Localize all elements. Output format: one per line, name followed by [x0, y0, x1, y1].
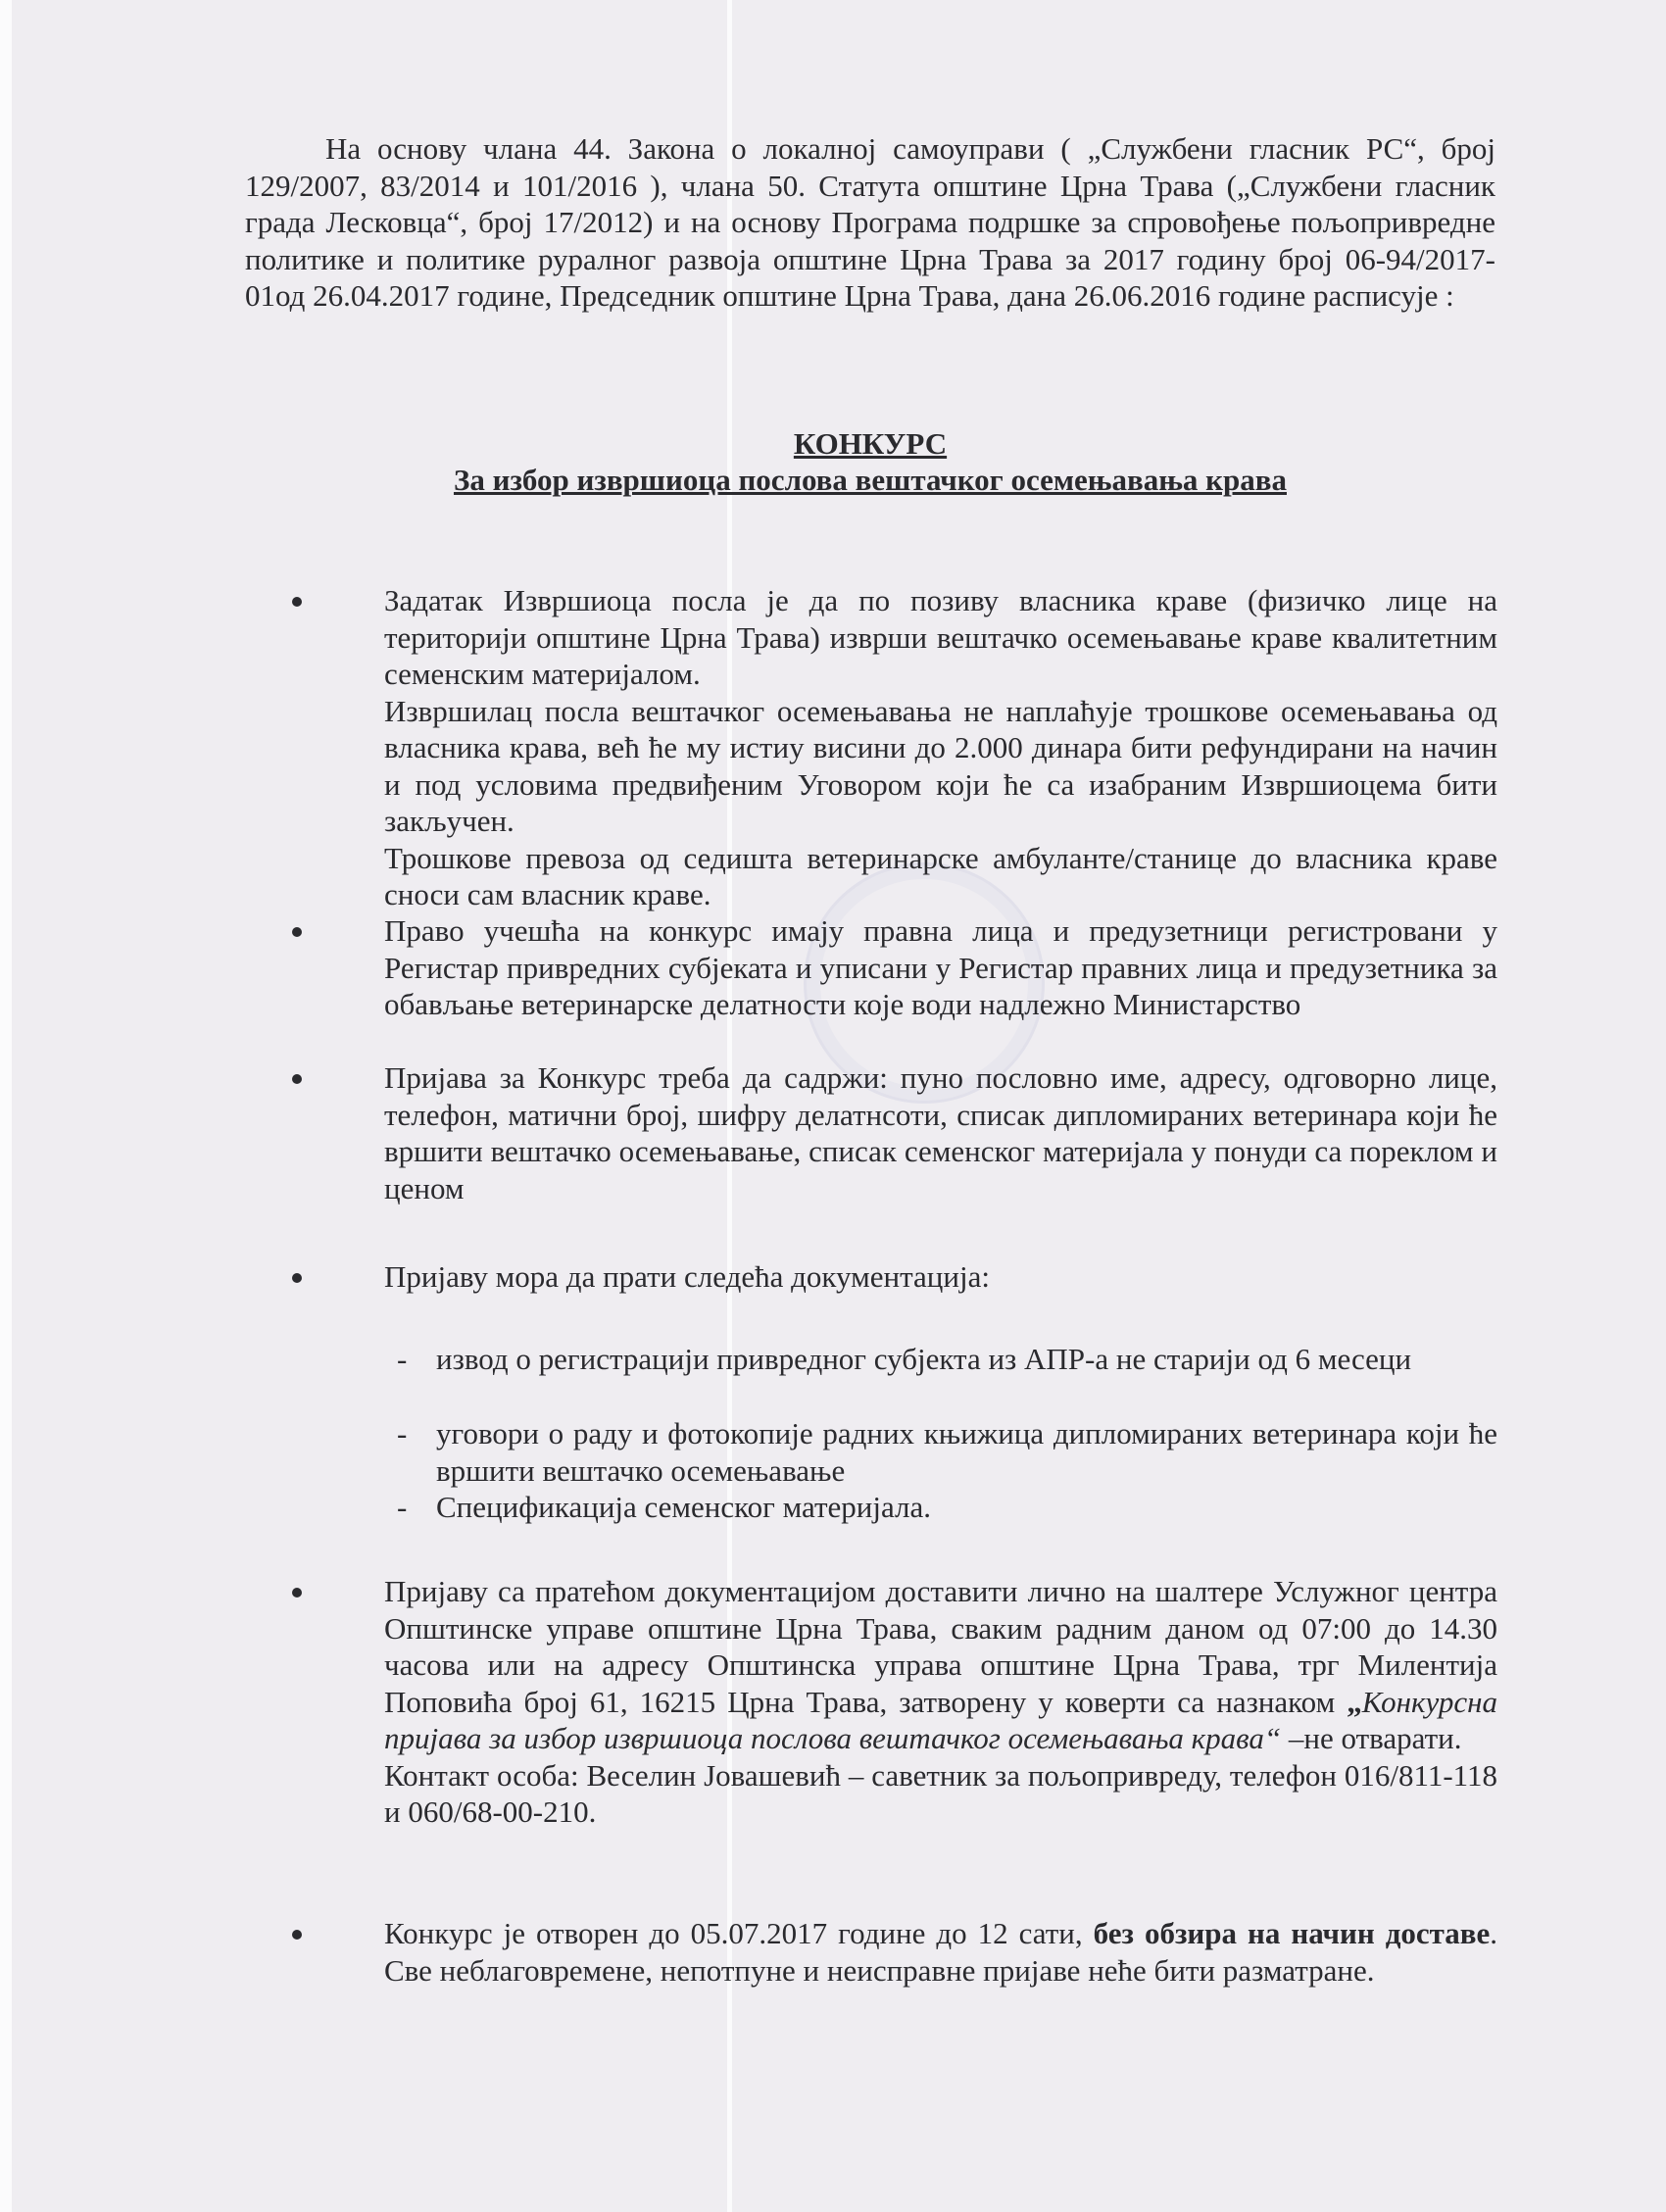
list-item-documentation — [292, 1258, 1497, 1296]
deadline-note: . Све неблаговремене, непотпуне и неисправне пријаве неће бити разматране. — [384, 1916, 1497, 1988]
dash-icon: - — [397, 1342, 408, 1376]
document-item-text: извод о регистрацији привредног субјекта из АПР-а не старији од 6 месеци — [436, 1342, 1412, 1376]
refund-paragraph: Извршилац посла вештачког осемењавања не наплаћује трошкове осемењавања од власника крава, већ ће му истиу висини до 2.000 динара бити рефундирани на начин и под условима предвиђеним Уговором који ће са изабраним Извршиоцема бити закључен. — [384, 693, 1497, 838]
intro-paragraph: На основу члана 44. Закона о локалној самоуправи ( „Службени гласник РС“, број 129/2007, 83/2014 и 101/2016 ), члана 50. Статута општине Црна Трава („Службени гласник града Лесковца“, број 17/2012) и на основу Програма подршке за спровођење пољопривредне политике и политике руралног развоја општине Црна Трава за 2017 годину број 06-94/2017-01од 26.04.2017 године, Председник општине Црна Трава, дана 26.06.2016 године расписује : — [245, 131, 1495, 313]
title-text: КОНКУРС — [793, 426, 948, 461]
bullet-icon — [292, 1074, 302, 1084]
list-item-task — [292, 582, 1497, 913]
contact-paragraph: Контакт особа: Веселин Јовашевић – саветник за пољопривреду, телефон 016/811-118 и 060/68-00-210. — [384, 1757, 1497, 1829]
document-item-text: уговори о раду и фотокопије радних књижица дипломираних ветеринара који ће вршити вештачко осемењавање — [436, 1416, 1497, 1488]
bullet-icon — [292, 1930, 302, 1940]
subtitle-text: За избор извршиоца послова вештачког осемењавања крава — [453, 463, 1287, 497]
do-not-open-text: –не отварати. — [1281, 1721, 1462, 1755]
application-content-paragraph: Пријава за Конкурс треба да садржи: пуно пословно име, адресу, одговорно лице, телефон, матични број, шифру делатнсоти, списак дипломираних ветеринара који ће вршити вештачко осемењавање, списак семенског материјала у понуди са пореклом и ценом — [384, 1060, 1497, 1205]
list-item-deadline — [292, 1915, 1497, 1989]
list-item-application-content — [292, 1059, 1497, 1206]
bullet-icon — [292, 1588, 302, 1598]
task-paragraph: Задатак Извршиоца посла је да по позиву власника краве (физичко лице на територији општине Црна Трава) изврши вештачко осемењавање краве квалитетним семенским материјалом. — [384, 583, 1497, 691]
bullet-icon — [292, 927, 302, 937]
quote-open: „ — [1347, 1684, 1362, 1719]
scan-margin-strip — [0, 0, 12, 2212]
transport-paragraph: Трошкове превоза од седишта ветеринарске амбуланте/станице до власника краве сноси сам власник краве. — [384, 840, 1497, 911]
document-item — [397, 1341, 1497, 1378]
document-item — [397, 1489, 1497, 1526]
document-item-text: Спецификација семенског материјала. — [436, 1490, 931, 1524]
document-title — [245, 426, 1495, 462]
deadline-text: Конкурс је отворен до 05.07.2017 године до 12 сати, — [384, 1916, 1094, 1950]
documentation-heading: Пријаву мора да прати следећа документација: — [384, 1259, 990, 1294]
deadline-emphasis: без обзира на начин доставе — [1093, 1916, 1491, 1950]
deadline-paragraph — [384, 1915, 1497, 1989]
bullet-icon — [292, 1273, 302, 1283]
envelope-label: Конкурсна пријава за избор извршиоца послова вештачког осемењавања крава — [384, 1684, 1497, 1755]
submission-text: Пријаву са пратећом документацијом доставити лично на шалтере Услужног центра Општинске управе општине Црна Трава, сваким радним даном од 07:00 до 14.30 часова или на адресу Општинска управа општине Црна Трава, трг Милентија Поповића број 61, 16215 Црна Трава, затворену у коверти са назнаком — [384, 1574, 1497, 1719]
dash-icon: - — [397, 1416, 408, 1450]
dash-icon: - — [397, 1490, 408, 1524]
document-item — [397, 1415, 1497, 1489]
document-subtitle — [245, 463, 1495, 498]
list-item-submission — [292, 1573, 1497, 1831]
submission-paragraph — [384, 1573, 1497, 1757]
list-item-eligibility — [292, 912, 1497, 1023]
quote-close: “ — [1263, 1721, 1282, 1755]
bullet-icon — [292, 597, 302, 607]
eligibility-paragraph: Право учешћа на конкурс имају правна лица и предузетници регистровани у Регистар привредних субјеката и уписани у Регистар правних лица и предузетника за обављање ветеринарске делатности које води надлежно Министарство — [384, 913, 1497, 1021]
